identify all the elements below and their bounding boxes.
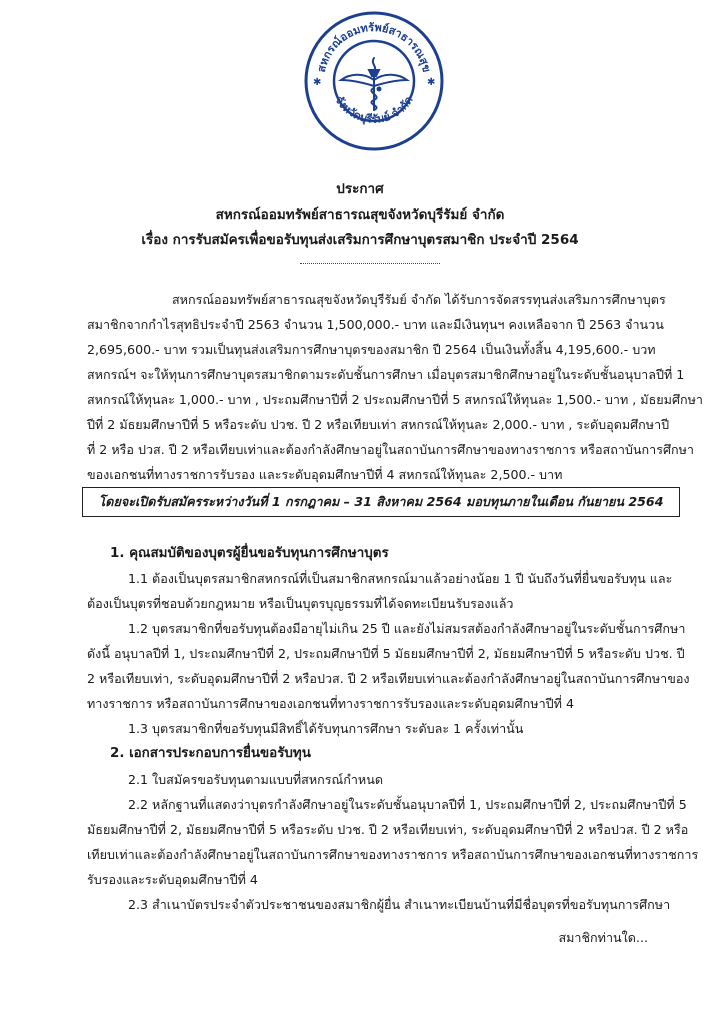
clause-line: 2.3 สำเนาบัตรประจำตัวประชาชนของสมาชิกผู้ยื่น สำเนาทะเบียนบ้านที่มีชื่อบุตรที่ขอรับทุนการศึกษา bbox=[128, 897, 671, 912]
intro-line: ของเอกชนที่ทางราชการรับรอง และระดับอุดมศึกษาปีที่ 4 สหกรณ์ให้ทุนละ 2,500.- บาท bbox=[87, 467, 563, 482]
intro-line: สหกรณ์ฯ จะให้ทุนการศึกษาบุตรสมาชิกตามระดับชั้นการศึกษา เมื่อบุตรสมาชิกศึกษาอยู่ในระดับชั้นอนุบาลปีที่ 1 bbox=[87, 367, 685, 382]
clause-line: 2.2 หลักฐานที่แสดงว่าบุตรกำลังศึกษาอยู่ในระดับชั้นอนุบาลปีที่ 1, ประถมศึกษาปีที่ 2, ประถมศึกษาปีที่ 5 bbox=[128, 797, 687, 812]
announcement-label: ประกาศ bbox=[336, 181, 384, 197]
seal-bottom-text: จังหวัดบุรีรัมย์ จำกัด bbox=[332, 93, 416, 126]
clause-line: 1.1 ต้องเป็นบุตรสมาชิกสหกรณ์ที่เป็นสมาชิกสหกรณ์มาแล้วอย่างน้อย 1 ปี นับถึงวันที่ยื่นขอรับทุน และ bbox=[128, 571, 673, 586]
clause-line: 2 หรือเทียบเท่า, ระดับอุดมศึกษาปีที่ 2 หรือปวส. ปี 2 หรือเทียบเท่าและต้องกำลังศึกษาอยู่ในสถาบันการศึกษาของ bbox=[87, 671, 690, 686]
intro-line: สหกรณ์ให้ทุนละ 1,000.- บาท , ประถมศึกษาปีที่ 2 ประถมศึกษาปีที่ 5 สหกรณ์ให้ทุนละ 1,500.- บาท , มัธยมศึกษา bbox=[87, 392, 703, 407]
svg-text:✱: ✱ bbox=[313, 77, 322, 88]
continuation-note: สมาชิกท่านใด... bbox=[558, 930, 648, 945]
clause-line: ทางราชการ หรือสถาบันการศึกษาของเอกชนที่ทางราชการรับรองและระดับอุดมศึกษาปีที่ 4 bbox=[87, 696, 574, 711]
intro-line: ปีที่ 2 มัธยมศึกษาปีที่ 5 หรือระดับ ปวช. ปี 2 หรือเทียบเท่า สหกรณ์ให้ทุนละ 2,000.- บาท , ระดับอุดมศึกษาปี bbox=[87, 417, 670, 432]
clause-line: รับรองและระดับอุดมศึกษาปีที่ 4 bbox=[87, 872, 258, 887]
section-heading-qualifications: 1. คุณสมบัติของบุตรผู้ยื่นขอรับทุนการศึกษาบุตร bbox=[110, 546, 389, 561]
svg-text:✱: ✱ bbox=[427, 77, 436, 88]
clause-line: 2.1 ใบสมัครขอรับทุนตามแบบที่สหกรณ์กำหนด bbox=[128, 772, 383, 787]
seal-top-text: สหกรณ์ออมทรัพย์สาธารณสุข bbox=[314, 20, 434, 74]
application-period-notice: โดยจะเปิดรับสมัครระหว่างวันที่ 1 กรกฎาคม – 31 สิงหาคม 2564 มอบทุนภายในเดือน กันยายน 2564 bbox=[82, 487, 680, 517]
clause-line: 1.2 บุตรสมาชิกที่ขอรับทุนต้องมีอายุไม่เกิน 25 ปี และยังไม่สมรสต้องกำลังศึกษาอยู่ในระดับชั้นการศึกษา bbox=[128, 621, 686, 636]
intro-line: ที่ 2 หรือ ปวส. ปี 2 หรือเทียบเท่าและต้องกำลังศึกษาอยู่ในสถาบันการศึกษาของทางราชการ หรือสถาบันการศึกษา bbox=[87, 442, 694, 457]
clause-line: มัธยมศึกษาปีที่ 2, มัธยมศึกษาปีที่ 5 หรือระดับ ปวช. ปี 2 หรือเทียบเท่า, ระดับอุดมศึกษาปีที่ 2 หรือปวส. ปี 2 หรือ bbox=[87, 822, 689, 837]
header-divider bbox=[300, 263, 440, 264]
section-heading-documents: 2. เอกสารประกอบการยื่นขอรับทุน bbox=[110, 746, 311, 761]
cooperative-seal-logo bbox=[303, 10, 445, 152]
intro-line: สมาชิกจากกำไรสุทธิประจำปี 2563 จำนวน 1,500,000.- บาท และมีเงินทุนฯ คงเหลือจาก ปี 2563 จำนวน bbox=[87, 317, 664, 332]
announcement-subject: เรื่อง การรับสมัครเพื่อขอรับทุนส่งเสริมการศึกษาบุตรสมาชิก ประจำปี 2564 bbox=[141, 232, 579, 248]
clause-line: เทียบเท่าและต้องกำลังศึกษาอยู่ในสถาบันการศึกษาของทางราชการ หรือสถาบันการศึกษาของเอกชนที่ทางราชการ bbox=[87, 847, 699, 862]
clause-line: ดังนี้ อนุบาลปีที่ 1, ประถมศึกษาปีที่ 2, ประถมศึกษาปีที่ 5 มัธยมศึกษาปีที่ 2, มัธยมศึกษาปีที่ 5 หรือระดับ ปวช. ปี bbox=[87, 646, 685, 661]
organization-name: สหกรณ์ออมทรัพย์สาธารณสุขจังหวัดบุรีรัมย์ จำกัด bbox=[215, 207, 505, 223]
intro-line: 2,695,600.- บาท รวมเป็นทุนส่งเสริมการศึกษาบุตรของสมาชิก ปี 2564 เป็นเงินทั้งสิ้น 4,195,600.- บวท bbox=[87, 342, 656, 357]
intro-line: สหกรณ์ออมทรัพย์สาธารณสุขจังหวัดบุรีรัมย์ จำกัด ได้รับการจัดสรรทุนส่งเสริมการศึกษาบุตร bbox=[172, 292, 666, 307]
clause-line: ต้องเป็นบุตรที่ชอบด้วยกฎหมาย หรือเป็นบุตรบุญธรรมที่ได้จดทะเบียนรับรองแล้ว bbox=[87, 596, 514, 611]
clause-line: 1.3 บุตรสมาชิกที่ขอรับทุนมีสิทธิ์ได้รับทุนการศึกษา ระดับละ 1 ครั้งเท่านั้น bbox=[128, 721, 524, 736]
